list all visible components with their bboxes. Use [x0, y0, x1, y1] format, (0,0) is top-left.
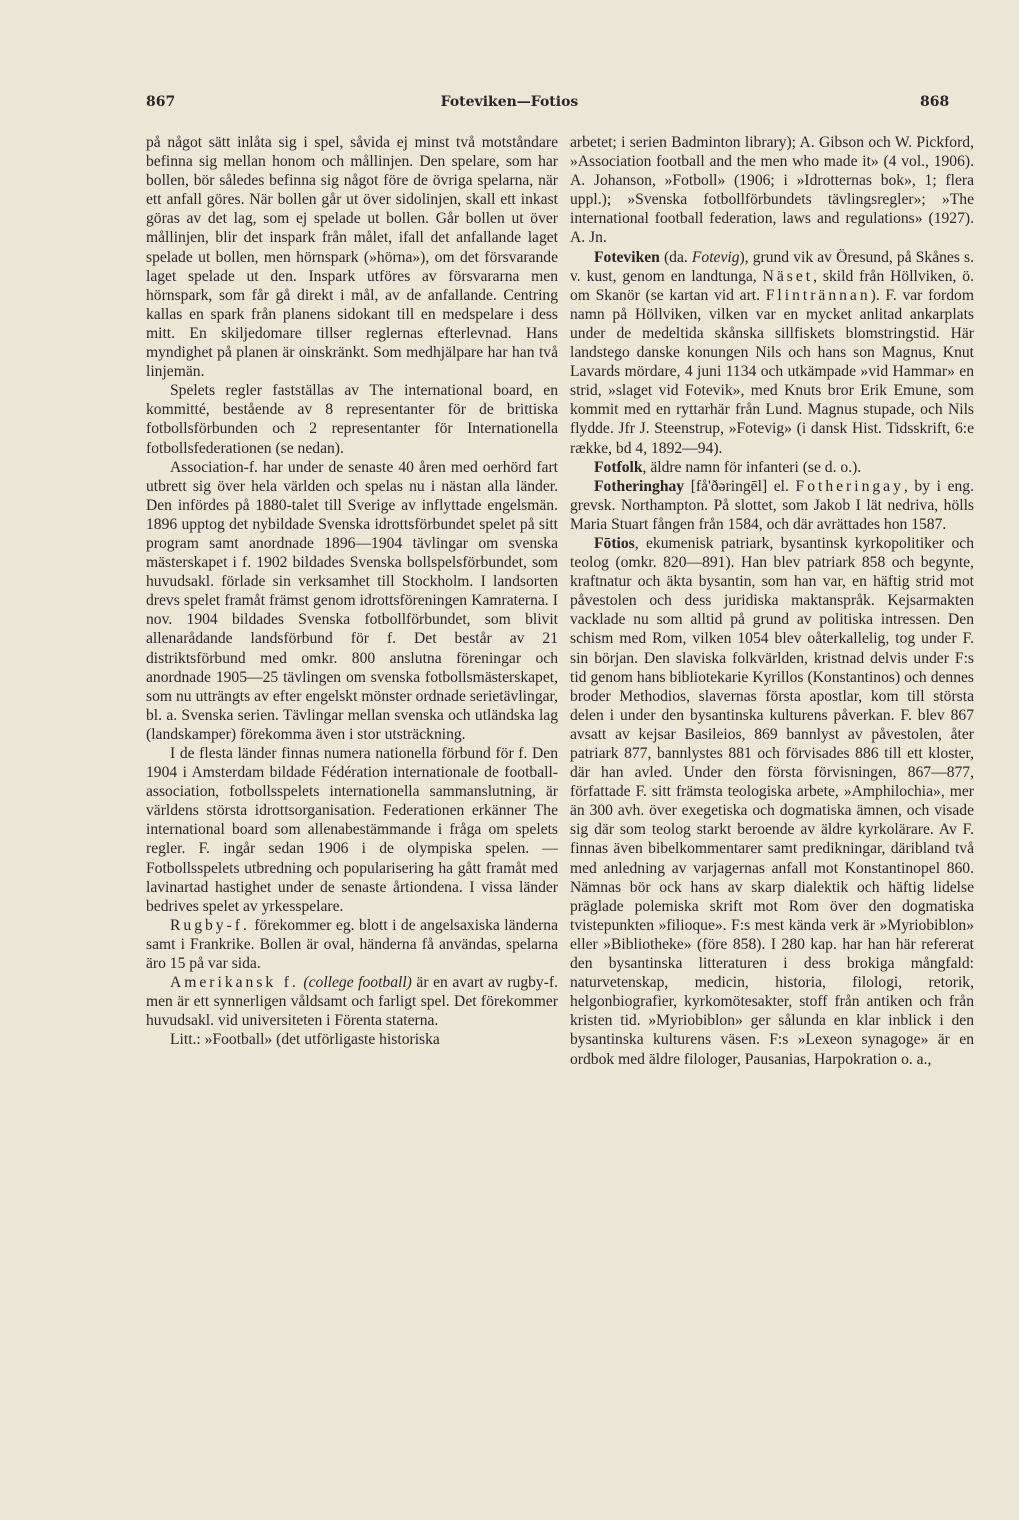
page-number-right: 868 — [920, 94, 950, 110]
paragraph: I de flesta länder finnas numera nationella förbund för f. Den 1904 i Amsterdam bildade Fédération internationale de football-association, fotbollsspelets internationella sammanslutning, är världens största idrottsorganisation. Federationen erkänner The international board som allenabestämmande i fråga om spelets regler. F. ingår sedan 1906 i de olympiska spelen. — Fotbollsspelets utbredning och popularisering ha gått framåt med lavinartad hastighet under de senaste årtiondena. I vissa länder bedrives spelet av yrkesspelare. — [146, 745, 558, 915]
entry-headword: Foteviken — [594, 248, 660, 266]
entry-headword: Fotheringhay — [594, 477, 685, 495]
left-column — [146, 133, 558, 1050]
entry-foteviken: Foteviken (da. Fotevig), grund vik av Öresund, på Skånes s. v. kust, genom en landtunga, Näset, skild från Höllviken, ö. om Skanör (se kartan vid art. Flintrännan). F. var fordom namn på Höllviken, vilken var en mycket anlitad ankarplats under de medeltida skånska sillfiskets blomstringstid. Här landstego danske konungen Nils och hans son Magnus, Knut Lavards mördare, 4 juni 1134 och utkämpade »vid Hammar» en strid, »slaget vid Fotevik», med Knuts bror Erik Emune, som kommit med en ryttarhär från Lund. Magnus stupade, och Nils flydde. Jfr J. Steenstrup, »Fotevig» (i dansk Hist. Tidsskrift, 6:e række, bd 4, 1892—94). — [570, 248, 974, 457]
paragraph: Spelets regler fastställas av The international board, en kommitté, bestående av 8 representanter för de brittiska fotbollsförbunden och 2 representanter för Internationella fotbollsfederationen (se nedan). — [146, 382, 558, 457]
paragraph: arbetet; i serien Badminton library); A. Gibson och W. Pickford, »Association football and the men who made it» (4 vol., 1906). A. Johanson, »Fotboll» (1906; i »Idrotternas bok», 1; flera uppl.); »Svenska fotbollförbundets tävlingsregler»; »The international football federation, laws and regulations» (1927). A. Jn. — [570, 134, 974, 247]
paragraph: Association-f. har under de senaste 40 åren med oerhörd fart utbrett sig över hela världen och spelas nu i nästan alla länder. Den infördes på 1880-talet till Sverige av inflyttade engelsmän. 1896 upptog det nybildade Svenska idrottsförbundet spelet på sitt program samt anordnade 1896—1904 tävlingar om svenska mästerskapet i f. 1902 bildades Svenska bollspelsförbundet, som huvudsakl. förlade sin verksamhet till Stockholm. I landsorten drevs spelet framåt främst genom idrottsföreningen Kamraterna. I nov. 1904 bildades Svenska fotbollförbundet, som blivit allenarådande landsförbund för f. Det består av 21 distriktsförbund med omkr. 800 anslutna föreningar och anordnade 1905—25 tävlingen om svenska fotbollsmästerskapet, som nu utträngts av efter engelskt mönster ordnade serietävlingar, bl. a. Svenska serien. Tävlingar mellan svenska och utländska lag (landskamper) förekomma även i stor utsträckning. — [146, 458, 558, 743]
right-column — [570, 133, 974, 1069]
paragraph: på något sätt inlåta sig i spel, såvida ej minst två motståndare befinna sig mellan honom och mållinjen. Den spelare, som har bollen, bör således befinna sig något före de övriga spelarna, när ett anfall göres. När bollen går ut över sidolinjen, skall ett inkast göras av det lag, som ej spelade ut bollen. Går bollen ut över mållinjen, blir det inspark från målet, ifall det anfallande laget spelade ut bollen, men hörnspark (»hörna»), om det försvarande laget spelade ut den. Inspark utföres av försvararna men hörnspark, som får gå direkt i mål, av de anfallande. Centring kallas en spark från planens sidokant till en medspelare i dess mitt. En skiljedomare tillser reglernas efterlevnad. Hans myndighet på planen är oinskränkt. Som medhjälpare har han två linjemän. — [146, 134, 558, 381]
spaced-term: Rugby-f. — [170, 916, 250, 934]
entry-fotios: Fōtios, ekumenisk patriark, bysantinsk kyrkopolitiker och teolog (omkr. 820—891). Han blev patriark 858 och begynte, kraftnatur och äkta bysantin, som han var, en häftig strid mot påvestolen och dess juridiska maktanspråk. Kejsarmakten vacklade nu som alltid på grund av politiska intressen. Den schism med Rom, vilken 1054 blev oåterkallelig, tog under F. sin början. Den slaviska folkvärlden, kristnad delvis under F:s tid genom hans bibliotekarie Kyrillos (Konstantinos) och dennes broder Methodios, slavernas första apostlar, kom till största delen i under den bysantinska kulturens påverkan. F. blev 867 avsatt av kejsar Basileios, 869 bannlyst av påvestolen, åter patriark 877, bannlystes 881 och förvisades 886 till ett kloster, där han avled. Under den första förvisningen, 867—877, författade F. sitt främsta teologiska arbete, »Amphilochia», mer än 300 avh. över exegetiska och dogmatiska ämnen, och visade sig där som teolog starkt beroende av äldre kyrkolärare. Av F. finnas även bibelkommentarer samt predikningar, däribland två med anledning av varjagernas anfall mot Konstantinopel 860. Nämnas bör ock hans av skarp dialektik och häftig lidelse präglade polemiska skrift mot Rom över den dogmatiska tvistepunkten »filioque». F:s mest kända verk är »Myriobiblon» eller »Bibliotheke» (före 858). I 280 kap. har han här refererat den bysantinska litteraturen i dess brokiga mångfald: naturvetenskap, medicin, historia, filologi, retorik, helgonbiografier, kyrkomötesakter, stoff från antiken och från kristen tid. »Myriobiblon» ger sålunda en klar inblick i den bysantinska kulturens väsen. F:s »Lexeon synagoge» är en ordbok med äldre filologer, Pausanias, Harpokration o. a., — [570, 534, 974, 1068]
entry-headword: Fotfolk — [594, 458, 643, 476]
paragraph: Rugby-f. förekommer eg. blott i de angelsaxiska länderna samt i Frankrike. Bollen är oval, händerna få användas, spelarna äro 15 på var sida. — [146, 916, 558, 973]
spaced-term: Amerikansk f. — [170, 974, 299, 992]
paragraph: Litt.: »Football» (det utförligaste historiska — [170, 1031, 440, 1049]
italic-term: (college football) — [303, 974, 412, 992]
entry-headword: Fōtios — [594, 534, 635, 552]
entry-fotfolk: Fotfolk, äldre namn för infanteri (se d. o.). — [594, 458, 862, 476]
running-header-title: Foteviken—Fotios — [440, 94, 579, 110]
paragraph: Amerikansk f. (college football) är en avart av rugby-f. men är ett synnerligen våldsamt och farligt spel. Det förekommer huvudsakl. vid universiteten i Förenta staterna. — [146, 974, 558, 1030]
page-number-left: 867 — [146, 94, 176, 110]
entry-fotheringhay: Fotheringhay [få'ðəringēl] el. Fotheringay, by i eng. grevsk. Northampton. På slottet, som Jakob I lät nedriva, hölls Maria Stuart fången från 1584, och där avrättades hon 1587. — [570, 477, 974, 533]
